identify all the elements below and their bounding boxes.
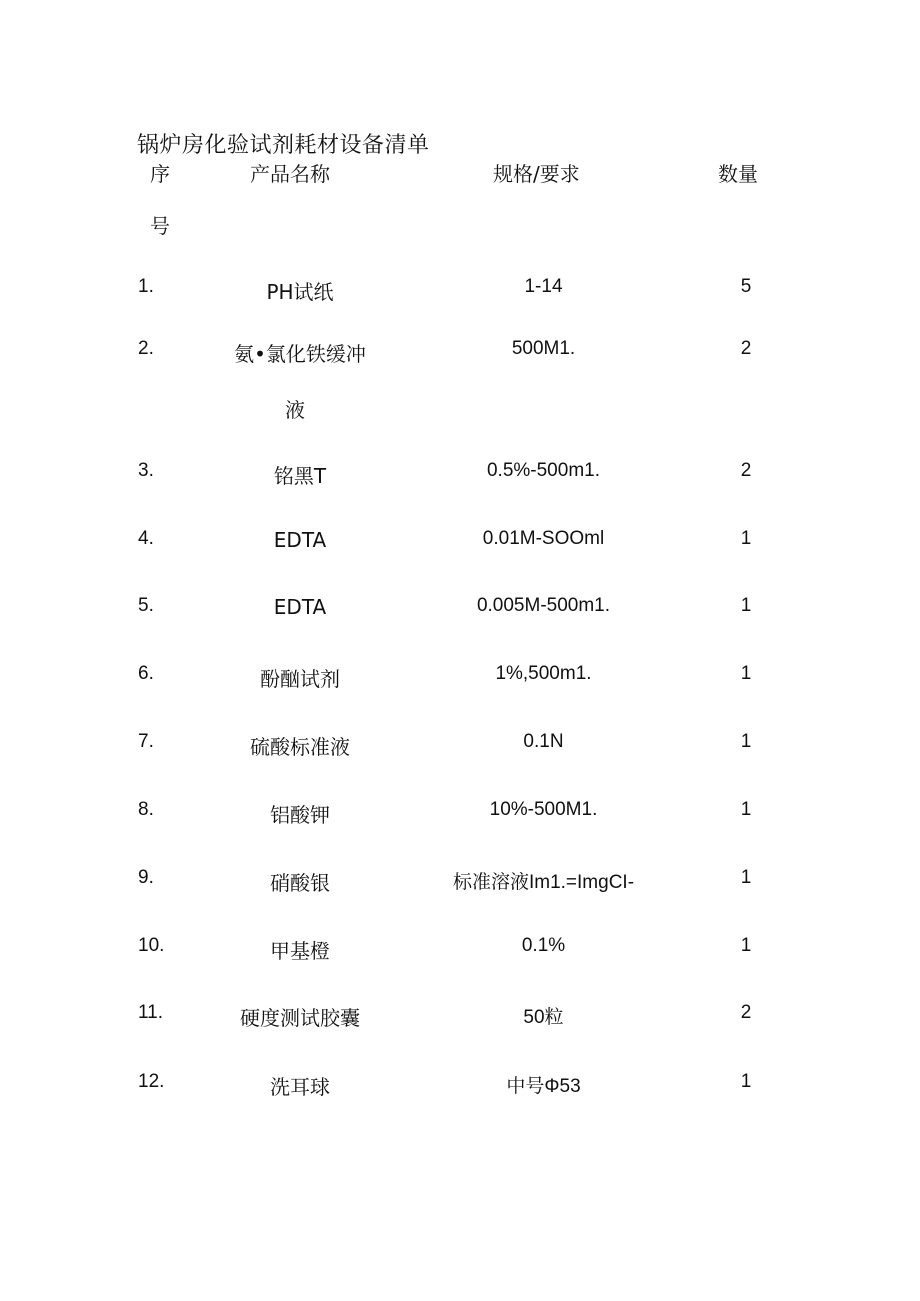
- table-row: [0, 663, 920, 693]
- product-quantity: 1: [740, 867, 752, 888]
- row-number: 12.: [138, 1071, 165, 1092]
- table-row: [0, 276, 920, 306]
- table-row: [0, 338, 920, 428]
- row-number: 3.: [138, 460, 154, 481]
- product-name: EDTA: [273, 528, 327, 552]
- product-spec: 0.1N: [523, 731, 564, 752]
- product-quantity: 1: [740, 528, 752, 549]
- product-spec: 中号Φ53: [506, 1076, 581, 1097]
- product-quantity: 1: [740, 731, 752, 752]
- row-number: 11.: [138, 1002, 164, 1023]
- product-quantity: 2: [740, 1002, 752, 1023]
- table-row: [0, 799, 920, 829]
- product-quantity: 1: [740, 799, 752, 820]
- product-quantity: 1: [740, 595, 752, 616]
- product-spec: 标准溶液Im1.=ImgCI-: [452, 872, 635, 893]
- product-quantity: 5: [740, 276, 752, 297]
- table-row: [0, 1071, 920, 1101]
- header-quantity: 数量: [718, 162, 758, 186]
- table-row: [0, 867, 920, 897]
- header-specification: 规格/要求: [493, 162, 580, 186]
- row-number: 6.: [138, 663, 154, 684]
- product-spec: 10%-500M1.: [489, 799, 598, 820]
- header-product-name: 产品名称: [250, 162, 330, 186]
- row-number: 4.: [138, 528, 154, 549]
- row-number: 2.: [138, 338, 154, 359]
- product-spec: 0.1%: [521, 935, 566, 956]
- row-number: 7.: [138, 731, 154, 752]
- table-row: [0, 528, 920, 558]
- table-row: [0, 595, 920, 625]
- product-name: 洗耳球: [270, 1075, 330, 1099]
- product-name: 酚酗试剂: [260, 667, 340, 691]
- table-row: [0, 1002, 920, 1032]
- row-number: 10.: [138, 935, 165, 956]
- product-name: 硬度测试胶囊: [240, 1006, 360, 1030]
- row-number: 8.: [138, 799, 154, 820]
- product-spec: 0.01M-SOOml: [482, 528, 605, 549]
- product-name: 甲基橙: [270, 939, 330, 963]
- product-name: 铭黑T: [273, 464, 327, 488]
- product-spec: 1-14: [524, 276, 563, 297]
- product-spec: 0.5%-500m1.: [486, 460, 600, 481]
- product-name: 铝酸钾: [270, 803, 330, 827]
- product-spec: 0.005M-500m1.: [476, 595, 611, 616]
- row-number: 5.: [138, 595, 154, 616]
- product-quantity: 1: [740, 1071, 752, 1092]
- product-name: 氨•氯化铁缓冲: [234, 342, 366, 366]
- table-row: [0, 731, 920, 761]
- product-quantity: 2: [740, 460, 752, 481]
- document-title: 锅炉房化验试剂耗材设备清单: [137, 133, 430, 158]
- product-quantity: 1: [740, 663, 752, 684]
- product-spec: 50粒: [523, 1007, 564, 1028]
- product-name: 硫酸标准液: [250, 735, 350, 759]
- row-number: 1.: [138, 276, 154, 297]
- product-quantity: 1: [740, 935, 752, 956]
- product-spec: 1%,500m1.: [495, 663, 592, 684]
- table-row: [0, 935, 920, 965]
- product-name-continuation: 液: [285, 398, 305, 422]
- table-row: [0, 460, 920, 490]
- product-name: PH试纸: [266, 280, 334, 304]
- header-serial-number-line2: 号: [150, 214, 170, 238]
- product-quantity: 2: [740, 338, 752, 359]
- product-spec: 500M1.: [511, 338, 576, 359]
- product-name: EDTA: [273, 595, 327, 619]
- header-serial-number-line1: 序: [150, 162, 170, 186]
- product-name: 硝酸银: [270, 871, 330, 895]
- row-number: 9.: [138, 867, 154, 888]
